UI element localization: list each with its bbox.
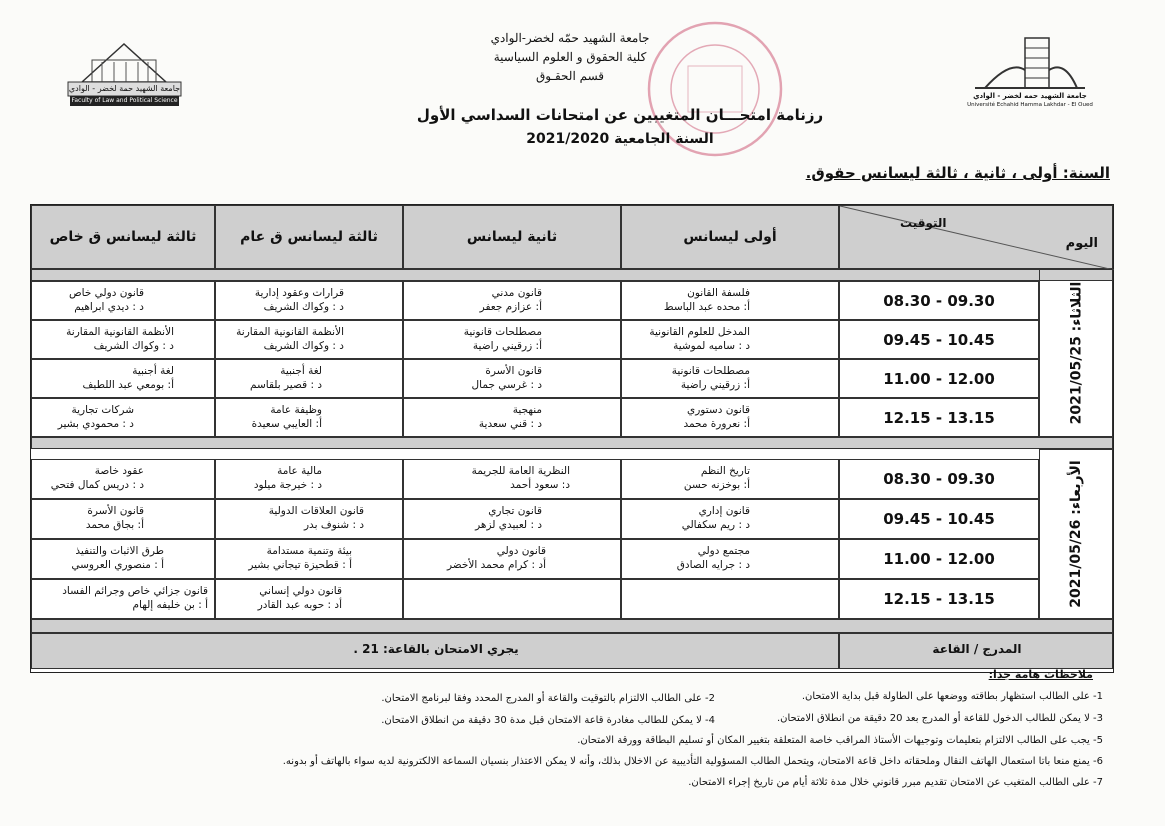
subject-name: قانون دولي إنساني: [259, 585, 342, 597]
separator-row: [31, 269, 1113, 281]
professor-name: أ: زرقيني راضية: [680, 379, 750, 391]
exam-cell: [31, 579, 215, 619]
note-item: 6- يمنع منعا باتا استعمال الهاتف النقال وملحقاته داخل قاعة الامتحان، ويتحمل الطالب المسؤولية التأديبية عن الاخلال بذلك، وأنه لا يمكن الاعتذار بنسيان السماعة الالكترونية لديه سواء بالهاتف أو بدونه.: [282, 756, 1103, 767]
subject-name: قانون دولي خاص: [68, 287, 144, 299]
exam-cell: [403, 281, 621, 320]
time-slot: 09.45 - 10.45: [839, 320, 1039, 359]
day-label: الأربعاء: 2021/05/26: [1068, 460, 1084, 608]
professor-name: أ : قطحيزة تيجاني بشير: [248, 559, 352, 571]
day-label: الثلاثاء: 2021/05/25: [1068, 281, 1085, 425]
professor-name: د : وكواك الشريف: [263, 301, 344, 313]
room-label: المدرج / القاعة: [932, 642, 1022, 656]
exam-cell: [215, 539, 403, 579]
professor-name: أ: بجاق محمد: [85, 519, 144, 531]
note-item: 1- على الطالب استظهار بطاقته ووضعها على الطاولة قبل بداية الامتحان.: [801, 691, 1103, 702]
professor-name: د : دريس كمال فتحي: [50, 479, 144, 491]
header-col1: أولى ليسانس: [621, 205, 839, 269]
note-item: 5- يجب على الطالب الالتزام بتعليمات وتوجيهات الأستاذ المراقب خاصة المتعلقة بتغيير المكان أو تسليم البطاقة وورقة الامتحان.: [577, 735, 1103, 746]
professor-name: أ: نعرورة محمد: [683, 418, 750, 430]
university-name: جامعة الشهيد حمّه لخضر-الوادي: [490, 31, 650, 45]
professor-name: د : ساميه لموشية: [673, 340, 750, 352]
subject-name: قانون العلاقات الدولية: [268, 505, 364, 517]
subject-name: لغة أجنبية: [132, 365, 174, 377]
subject-name: قانون مدني: [491, 287, 542, 299]
logo-right-ar-text: جامعة الشهيد حمه لخضر - الوادي: [973, 92, 1087, 100]
subject-name: الأنظمة القانونية المقارنة: [236, 326, 344, 338]
time-slot: 11.00 - 12.00: [839, 539, 1039, 579]
time-slot: 12.15 - 13.15: [839, 579, 1039, 619]
exam-cell: [621, 320, 839, 359]
academic-year: السنة الجامعية 2021/2020: [526, 131, 714, 147]
exam-cell: [621, 398, 839, 437]
header-day-time: [839, 205, 1113, 269]
subject-name: قانون الأسرة: [485, 365, 542, 377]
time-slot: 08.30 - 09.30: [839, 281, 1039, 320]
exam-cell: [621, 499, 839, 539]
professor-name: أ: بوخزنه حسن: [683, 479, 750, 491]
header-time: التوقيت: [900, 216, 947, 230]
exam-cell: [403, 499, 621, 539]
professor-name: د : غرسي جمال: [471, 379, 542, 391]
subject-name: النظرية العامة للجريمة: [471, 465, 570, 477]
subject-name: طرق الاثبات والتنفيذ: [75, 545, 164, 557]
subject-name: قانون الأسرة: [87, 505, 144, 517]
subject-name: عقود خاصة: [94, 465, 144, 477]
professor-name: د : وكواك الشريف: [93, 340, 174, 352]
professor-name: د : قني سعدية: [478, 418, 542, 430]
professor-name: د : جرايه الصادق: [676, 559, 750, 571]
professor-name: أ: محده عبد الباسط: [663, 301, 750, 313]
professor-name: أ: عزازم جعفر: [479, 301, 542, 313]
room-value-cell: [31, 633, 839, 669]
exam-cell: [215, 459, 403, 499]
subject-name: مجتمع دولي: [697, 545, 750, 557]
subject-name: فلسفة القانون: [687, 287, 750, 299]
exam-cell: [621, 579, 839, 619]
exam-cell: [31, 499, 215, 539]
exam-cell: [403, 398, 621, 437]
exam-cell: [215, 281, 403, 320]
subject-name: مالية عامة: [277, 465, 322, 477]
schedule-title: رزنامة امتحـــان المتغيبين عن امتحانات السداسي الأول: [416, 106, 824, 124]
faculty-logo: [62, 30, 187, 118]
note-item: 3- لا يمكن للطالب الدخول للقاعة أو المدرج بعد 20 دقيقة من انطلاق الامتحان.: [776, 713, 1103, 724]
exam-cell: [215, 320, 403, 359]
exam-cell: [31, 459, 215, 499]
day-cell-tuesday: [1039, 269, 1113, 437]
notes-title: ملاحظات هامة جدا:: [988, 668, 1093, 681]
level-line: السنة: أولى ، ثانية ، ثالثة ليسانس حقوق.: [805, 164, 1110, 182]
subject-name: مصطلحات قانونية: [671, 365, 750, 377]
subject-name: قرارات وعقود إدارية: [254, 287, 344, 299]
professor-name: أ: بومعي عبد اللطيف: [82, 379, 174, 391]
subject-name: تاريخ النظم: [700, 465, 750, 477]
logo-left-en-text: Faculty of Law and Political Science: [71, 97, 178, 104]
professor-name: د : وكواك الشريف: [263, 340, 344, 352]
exam-cell: [31, 281, 215, 320]
separator-row: [31, 437, 1113, 449]
professor-name: أ: العايبي سعيدة: [251, 418, 322, 430]
logo-left-ar-text: جامعة الشهيد حمة لخضر - الوادي: [68, 84, 181, 93]
professor-name: أ : بن خليفه إلهام: [132, 599, 208, 611]
exam-cell: [403, 579, 621, 619]
room-label-cell: [839, 633, 1113, 669]
subject-name: قانون تجاري: [488, 505, 542, 517]
professor-name: د : خيرجة ميلود: [253, 479, 322, 491]
professor-name: أد : كرام محمد الأخضر: [447, 559, 546, 571]
professor-name: د : قصير بلقاسم: [249, 379, 322, 391]
exam-cell: [403, 359, 621, 398]
exam-cell: [215, 579, 403, 619]
subject-name: لغة أجنبية: [280, 365, 322, 377]
exam-cell: [215, 359, 403, 398]
professor-name: أ: زرقيني راضية: [472, 340, 542, 352]
exam-cell: [215, 398, 403, 437]
exam-cell: [621, 539, 839, 579]
professor-name: د: سعود أحمد: [510, 479, 570, 491]
subject-name: منهجية: [512, 404, 542, 416]
subject-name: الأنظمة القانونية المقارنة: [66, 326, 174, 338]
subject-name: شركات تجارية: [71, 404, 134, 416]
logo-right-en-text: Université Echahid Hamma Lakhdar - El Oued: [967, 102, 1093, 108]
exam-cell: [31, 398, 215, 437]
department-name: قسم الحقـوق: [535, 69, 605, 83]
exam-cell: [621, 281, 839, 320]
subject-name: قانون دولي: [496, 545, 546, 557]
header-col4: ثالثة ليسانس ق خاص: [31, 205, 215, 269]
exam-cell: [403, 459, 621, 499]
exam-cell: [621, 359, 839, 398]
subject-name: المدخل للعلوم القانونية: [649, 326, 750, 338]
faculty-name: كلية الحقوق و العلوم السياسية: [493, 50, 647, 64]
header-day: اليوم: [1065, 236, 1098, 251]
time-slot: 09.45 - 10.45: [839, 499, 1039, 539]
header-col3: ثالثة ليسانس ق عام: [215, 205, 403, 269]
professor-name: د : لعبيدي لزهر: [475, 519, 542, 531]
exam-cell: [621, 459, 839, 499]
professor-name: د : ديدي ابراهيم: [74, 301, 144, 313]
university-logo: [965, 30, 1095, 118]
subject-name: مصطلحات قانونية: [463, 326, 542, 338]
header-col2: ثانية ليسانس: [403, 205, 621, 269]
exam-cell: [31, 320, 215, 359]
note-item: 4- لا يمكن للطالب مغادرة قاعة الامتحان قبل مدة 30 دقيقة من انطلاق الامتحان.: [381, 715, 715, 726]
room-value: يجري الامتحان بالقاعة: 21 .: [353, 642, 519, 656]
professor-name: د : محمودي بشير: [57, 418, 134, 430]
time-slot: 08.30 - 09.30: [839, 459, 1039, 499]
exam-cell: [215, 499, 403, 539]
professor-name: د : ريم سكفالي: [681, 519, 750, 531]
exam-cell: [403, 539, 621, 579]
subject-name: بيئة وتنمية مستدامة: [266, 545, 352, 557]
note-item: 7- على الطالب المتغيب عن الامتحان تقديم مبرر قانوني خلال مدة ثلاثة أيام من تاريخ إجراء الامتحان.: [688, 777, 1103, 788]
professor-name: د : شنوف بدر: [303, 519, 364, 531]
subject-name: قانون إداري: [698, 505, 750, 517]
time-slot: 12.15 - 13.15: [839, 398, 1039, 437]
professor-name: أ : منصوري العروسي: [71, 559, 164, 571]
exam-cell: [403, 320, 621, 359]
subject-name: قانون دستوري: [687, 404, 750, 416]
subject-name: قانون جزائي خاص وجرائم الفساد: [62, 585, 208, 597]
exam-cell: [31, 539, 215, 579]
time-slot: 11.00 - 12.00: [839, 359, 1039, 398]
note-item: 2- على الطالب الالتزام بالتوقيت والقاعة أو المدرج المحدد وفقا لبرنامج الامتحان.: [381, 693, 715, 704]
separator-row: [31, 619, 1113, 633]
day-cell-wednesday: [1039, 449, 1113, 619]
professor-name: أد : حوبه عبد القادر: [257, 599, 342, 611]
exam-timetable: [30, 204, 1114, 673]
subject-name: وظيفة عامة: [270, 404, 322, 416]
exam-cell: [31, 359, 215, 398]
